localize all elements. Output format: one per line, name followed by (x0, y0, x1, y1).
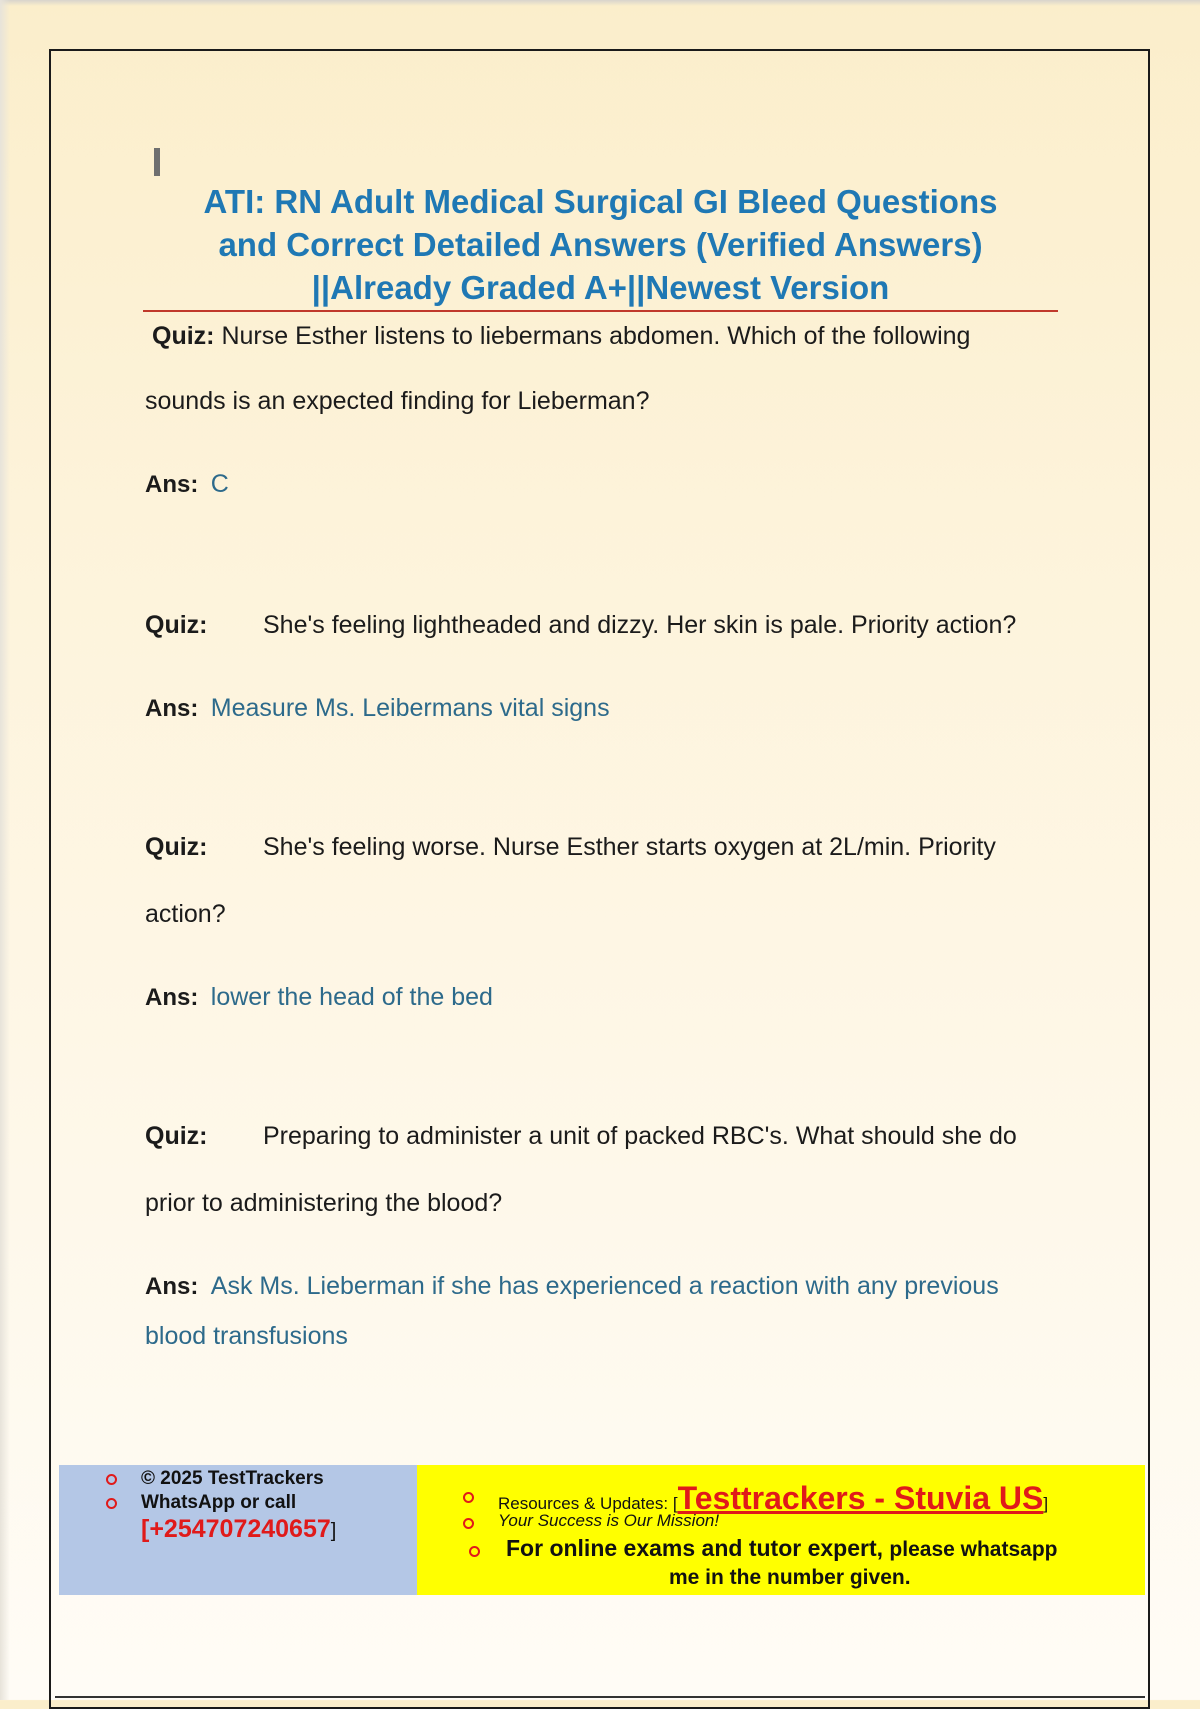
quiz-label: Quiz: (145, 611, 208, 639)
bullet-icon (469, 1546, 480, 1557)
viewer-left-edge (0, 0, 10, 1700)
bullet-icon (463, 1492, 474, 1503)
title-line-3: ||Already Graded A+||Newest Version (311, 269, 890, 306)
ans-label: Ans: (145, 1273, 199, 1300)
ans-label: Ans: (145, 471, 199, 498)
resources-label: Resources & Updates: (498, 1494, 669, 1513)
quiz-label: Quiz: (152, 322, 215, 350)
online-exams-line-2: me in the number given. (669, 1566, 911, 1589)
answer-3 (145, 983, 493, 1012)
document-title (143, 180, 1058, 309)
bracket-open: [ (672, 1494, 678, 1513)
quiz-label: Quiz: (145, 833, 208, 861)
answer-2 (145, 694, 610, 723)
answer-1-text: C (210, 470, 229, 498)
resources-link[interactable]: Testtrackers - Stuvia US (677, 1480, 1044, 1516)
quiz-1-line-2: sounds is an expected finding for Lieberman? (145, 387, 650, 415)
footer-contact-panel (59, 1465, 417, 1595)
online-text-b: and tutor expert, (695, 1535, 890, 1561)
text-cursor-mark (154, 148, 160, 176)
page-bottom-edge (55, 1696, 1145, 1698)
copyright-text: © 2025 TestTrackers (141, 1468, 324, 1489)
quiz-2-text-1: She's feeling lightheaded and dizzy. Her skin is pale. Priority action? (263, 611, 1017, 639)
ans-label: Ans: (145, 984, 199, 1011)
answer-4-text-1: Ask Ms. Lieberman if she has experienced a reaction with any previous (210, 1272, 999, 1300)
bracket-close: ] (330, 1520, 337, 1542)
bracket-close: ] (1043, 1494, 1049, 1513)
ans-label: Ans: (145, 695, 199, 722)
quiz-1-line-1 (152, 322, 970, 351)
quiz-4-line-1 (145, 1122, 1017, 1151)
bullet-icon (106, 1474, 117, 1485)
title-underline (143, 310, 1058, 312)
answer-2-text: Measure Ms. Leibermans vital signs (210, 694, 610, 722)
viewer-top-shadow (0, 0, 1200, 6)
bullet-icon (106, 1498, 117, 1509)
quiz-2-line-1 (145, 611, 1017, 640)
quiz-3-line-1 (145, 833, 996, 862)
footer-info-panel (417, 1465, 1145, 1595)
title-line-2: and Correct Detailed Answers (Verified Answers) (218, 226, 983, 263)
whatsapp-label: WhatsApp or call (141, 1492, 297, 1513)
answer-1 (145, 470, 229, 499)
footer-banner (59, 1465, 1145, 1595)
mission-text: Your Success is Our Mission! (498, 1511, 720, 1530)
quiz-4-line-2: prior to administering the blood? (145, 1189, 503, 1217)
answer-4-text-2: blood transfusions (145, 1322, 348, 1350)
quiz-4-text-1: Preparing to administer a unit of packed RBC's. What should she do (263, 1122, 1017, 1150)
online-exams-line-1 (506, 1535, 1057, 1562)
answer-3-text: lower the head of the bed (210, 983, 493, 1011)
bracket-open: [ (141, 1515, 150, 1543)
title-line-1: ATI: RN Adult Medical Surgical GI Bleed Questions (203, 183, 998, 220)
answer-4 (145, 1272, 999, 1301)
quiz-3-line-2: action? (145, 900, 226, 928)
bullet-icon (463, 1518, 474, 1529)
quiz-label: Quiz: (145, 1122, 208, 1150)
quiz-1-text-1: Nurse Esther listens to liebermans abdomen. Which of the following (221, 322, 971, 350)
online-text-a: For online exams (506, 1535, 696, 1561)
phone-digits: +254707240657 (149, 1515, 331, 1543)
online-text-c: please whatsapp (889, 1538, 1058, 1561)
quiz-3-text-1: She's feeling worse. Nurse Esther starts oxygen at 2L/min. Priority (263, 833, 996, 861)
phone-number[interactable] (141, 1515, 336, 1544)
